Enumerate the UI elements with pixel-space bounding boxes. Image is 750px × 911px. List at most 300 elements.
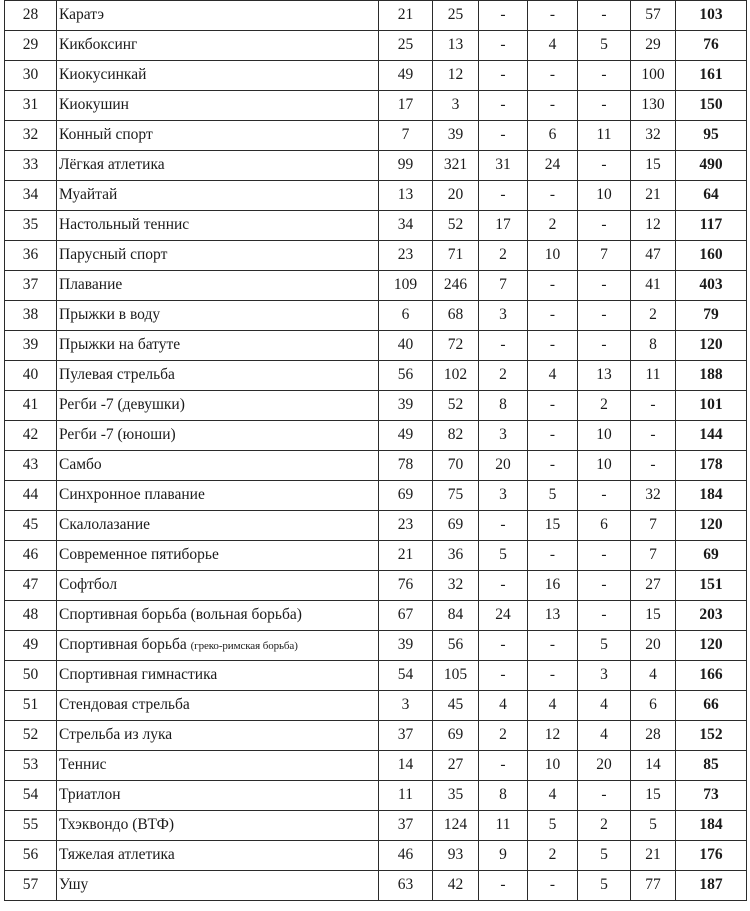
value-cell-v3: -	[479, 751, 528, 781]
table-row	[5, 361, 747, 391]
value-cell-v4: 10	[528, 751, 578, 781]
sport-name-cell	[57, 601, 379, 631]
value-cell-v3: -	[479, 571, 528, 601]
table-row	[5, 451, 747, 481]
value-cell-v3: 3	[479, 421, 528, 451]
value-cell-v3: 20	[479, 451, 528, 481]
sport-name-cell	[57, 661, 379, 691]
value-cell-v3: 5	[479, 541, 528, 571]
value-cell-v1: 25	[379, 31, 433, 61]
value-cell-v5: 10	[578, 421, 631, 451]
value-cell-v4: 12	[528, 721, 578, 751]
value-cell-v4: 10	[528, 241, 578, 271]
value-cell-v6: 4	[631, 661, 676, 691]
value-cell-v6: -	[631, 451, 676, 481]
value-cell-v6: 2	[631, 301, 676, 331]
value-cell-v3: -	[479, 61, 528, 91]
value-cell-v1: 39	[379, 631, 433, 661]
value-cell-v1: 6	[379, 301, 433, 331]
value-cell-v1: 17	[379, 91, 433, 121]
table-row	[5, 301, 747, 331]
sport-name-cell	[57, 361, 379, 391]
row-index-cell: 36	[5, 241, 57, 271]
row-index-cell: 40	[5, 361, 57, 391]
sport-name-qualifier: (греко-римская борьба)	[190, 640, 298, 653]
sports-registry-table	[4, 0, 747, 901]
value-cell-v5: -	[578, 331, 631, 361]
row-index-cell: 53	[5, 751, 57, 781]
value-cell-v3: 2	[479, 361, 528, 391]
total-cell: 79	[676, 301, 747, 331]
sport-name-main: Киокушин	[59, 96, 129, 114]
value-cell-v4: 4	[528, 691, 578, 721]
value-cell-v6: 27	[631, 571, 676, 601]
value-cell-v6: 7	[631, 541, 676, 571]
sport-name-main: Спортивная борьба	[59, 636, 187, 654]
total-cell: 161	[676, 61, 747, 91]
value-cell-v1: 56	[379, 361, 433, 391]
value-cell-v1: 69	[379, 481, 433, 511]
value-cell-v2: 45	[433, 691, 479, 721]
value-cell-v5: -	[578, 781, 631, 811]
value-cell-v4: 15	[528, 511, 578, 541]
value-cell-v5: 5	[578, 631, 631, 661]
value-cell-v2: 69	[433, 511, 479, 541]
value-cell-v3: -	[479, 871, 528, 901]
sport-name-main: Современное пятиборье	[59, 546, 219, 564]
table-row	[5, 91, 747, 121]
value-cell-v2: 36	[433, 541, 479, 571]
value-cell-v2: 102	[433, 361, 479, 391]
value-cell-v2: 124	[433, 811, 479, 841]
total-cell: 160	[676, 241, 747, 271]
value-cell-v5: -	[578, 271, 631, 301]
value-cell-v2: 39	[433, 121, 479, 151]
value-cell-v6: 11	[631, 361, 676, 391]
table-row	[5, 481, 747, 511]
value-cell-v4: 13	[528, 601, 578, 631]
sport-name-main: Парусный спорт	[59, 246, 168, 264]
value-cell-v2: 321	[433, 151, 479, 181]
value-cell-v3: -	[479, 661, 528, 691]
value-cell-v4: -	[528, 61, 578, 91]
sport-name-main: Регби -7 (юноши)	[59, 426, 176, 444]
value-cell-v2: 13	[433, 31, 479, 61]
total-cell: 490	[676, 151, 747, 181]
sport-name-cell	[57, 871, 379, 901]
value-cell-v6: 6	[631, 691, 676, 721]
value-cell-v2: 32	[433, 571, 479, 601]
value-cell-v4: -	[528, 271, 578, 301]
total-cell: 95	[676, 121, 747, 151]
sport-name-main: Лёгкая атлетика	[59, 156, 165, 174]
sport-name-cell	[57, 151, 379, 181]
sport-name-main: Спортивная борьба (вольная борьба)	[59, 606, 302, 624]
sport-name-cell	[57, 841, 379, 871]
row-index-cell: 38	[5, 301, 57, 331]
sport-name-main: Регби -7 (девушки)	[59, 396, 185, 414]
total-cell: 187	[676, 871, 747, 901]
value-cell-v2: 68	[433, 301, 479, 331]
table-row	[5, 571, 747, 601]
value-cell-v4: 24	[528, 151, 578, 181]
value-cell-v6: -	[631, 391, 676, 421]
value-cell-v1: 23	[379, 241, 433, 271]
sport-name-main: Синхронное плавание	[59, 486, 205, 504]
sport-name-cell	[57, 31, 379, 61]
value-cell-v1: 46	[379, 841, 433, 871]
table-row	[5, 871, 747, 901]
value-cell-v4: 16	[528, 571, 578, 601]
row-index-cell: 51	[5, 691, 57, 721]
row-index-cell: 31	[5, 91, 57, 121]
value-cell-v3: 2	[479, 241, 528, 271]
value-cell-v1: 109	[379, 271, 433, 301]
row-index-cell: 42	[5, 421, 57, 451]
value-cell-v1: 3	[379, 691, 433, 721]
total-cell: 101	[676, 391, 747, 421]
sport-name-main: Теннис	[59, 756, 107, 774]
row-index-cell: 57	[5, 871, 57, 901]
value-cell-v3: 31	[479, 151, 528, 181]
value-cell-v1: 49	[379, 421, 433, 451]
sport-name-cell	[57, 211, 379, 241]
table-row	[5, 691, 747, 721]
total-cell: 120	[676, 331, 747, 361]
value-cell-v1: 23	[379, 511, 433, 541]
value-cell-v3: 3	[479, 301, 528, 331]
total-cell: 85	[676, 751, 747, 781]
value-cell-v5: 11	[578, 121, 631, 151]
total-cell: 120	[676, 631, 747, 661]
row-index-cell: 35	[5, 211, 57, 241]
value-cell-v1: 40	[379, 331, 433, 361]
sport-name-main: Муайтай	[59, 186, 118, 204]
table-row	[5, 781, 747, 811]
value-cell-v4: -	[528, 181, 578, 211]
value-cell-v5: 13	[578, 361, 631, 391]
row-index-cell: 30	[5, 61, 57, 91]
row-index-cell: 46	[5, 541, 57, 571]
value-cell-v5: -	[578, 541, 631, 571]
table-row	[5, 31, 747, 61]
value-cell-v3: -	[479, 91, 528, 121]
value-cell-v4: -	[528, 91, 578, 121]
value-cell-v5: -	[578, 151, 631, 181]
total-cell: 403	[676, 271, 747, 301]
table-body	[5, 1, 747, 901]
value-cell-v3: 8	[479, 391, 528, 421]
value-cell-v1: 67	[379, 601, 433, 631]
value-cell-v1: 34	[379, 211, 433, 241]
total-cell: 176	[676, 841, 747, 871]
sport-name-cell	[57, 451, 379, 481]
table-row	[5, 271, 747, 301]
value-cell-v3: -	[479, 121, 528, 151]
value-cell-v3: 9	[479, 841, 528, 871]
value-cell-v2: 12	[433, 61, 479, 91]
total-cell: 73	[676, 781, 747, 811]
sport-name-main: Пулевая стрельба	[59, 366, 175, 384]
value-cell-v2: 84	[433, 601, 479, 631]
total-cell: 178	[676, 451, 747, 481]
value-cell-v2: 105	[433, 661, 479, 691]
value-cell-v5: -	[578, 571, 631, 601]
total-cell: 184	[676, 811, 747, 841]
sport-name-main: Тяжелая атлетика	[59, 846, 175, 864]
value-cell-v2: 70	[433, 451, 479, 481]
value-cell-v1: 99	[379, 151, 433, 181]
row-index-cell: 29	[5, 31, 57, 61]
sport-name-main: Стрельба из лука	[59, 726, 173, 744]
value-cell-v2: 25	[433, 1, 479, 31]
value-cell-v3: -	[479, 331, 528, 361]
row-index-cell: 39	[5, 331, 57, 361]
value-cell-v6: 77	[631, 871, 676, 901]
value-cell-v1: 78	[379, 451, 433, 481]
sport-name-cell	[57, 751, 379, 781]
sport-name-main: Прыжки в воду	[59, 306, 161, 324]
total-cell: 184	[676, 481, 747, 511]
value-cell-v2: 82	[433, 421, 479, 451]
row-index-cell: 56	[5, 841, 57, 871]
value-cell-v6: 28	[631, 721, 676, 751]
table-row	[5, 511, 747, 541]
value-cell-v6: 47	[631, 241, 676, 271]
sport-name-main: Кикбоксинг	[59, 36, 138, 54]
table-row	[5, 1, 747, 31]
total-cell: 188	[676, 361, 747, 391]
value-cell-v1: 49	[379, 61, 433, 91]
table-row	[5, 811, 747, 841]
total-cell: 103	[676, 1, 747, 31]
sport-name-cell	[57, 811, 379, 841]
sport-name-cell	[57, 721, 379, 751]
sport-name-cell	[57, 1, 379, 31]
value-cell-v5: 7	[578, 241, 631, 271]
total-cell: 203	[676, 601, 747, 631]
row-index-cell: 47	[5, 571, 57, 601]
row-index-cell: 41	[5, 391, 57, 421]
value-cell-v5: 5	[578, 871, 631, 901]
table-row	[5, 601, 747, 631]
table-row	[5, 121, 747, 151]
value-cell-v4: -	[528, 331, 578, 361]
value-cell-v1: 21	[379, 541, 433, 571]
value-cell-v1: 39	[379, 391, 433, 421]
value-cell-v4: 2	[528, 841, 578, 871]
value-cell-v2: 56	[433, 631, 479, 661]
row-index-cell: 55	[5, 811, 57, 841]
value-cell-v5: -	[578, 211, 631, 241]
table-row	[5, 541, 747, 571]
value-cell-v3: -	[479, 511, 528, 541]
sport-name-main: Плавание	[59, 276, 123, 294]
sport-name-cell	[57, 241, 379, 271]
value-cell-v4: 4	[528, 781, 578, 811]
value-cell-v4: -	[528, 631, 578, 661]
total-cell: 69	[676, 541, 747, 571]
value-cell-v6: 8	[631, 331, 676, 361]
table-row	[5, 841, 747, 871]
value-cell-v2: 93	[433, 841, 479, 871]
value-cell-v2: 52	[433, 211, 479, 241]
value-cell-v6: 100	[631, 61, 676, 91]
row-index-cell: 50	[5, 661, 57, 691]
value-cell-v4: -	[528, 871, 578, 901]
value-cell-v5: 6	[578, 511, 631, 541]
sport-name-main: Триатлон	[59, 786, 121, 804]
value-cell-v6: 7	[631, 511, 676, 541]
value-cell-v1: 63	[379, 871, 433, 901]
value-cell-v6: 15	[631, 601, 676, 631]
row-index-cell: 48	[5, 601, 57, 631]
sport-name-main: Софтбол	[59, 576, 118, 594]
sport-name-cell	[57, 421, 379, 451]
sport-name-main: Ушу	[59, 876, 89, 894]
value-cell-v3: 8	[479, 781, 528, 811]
value-cell-v6: 21	[631, 841, 676, 871]
sport-name-main: Скалолазание	[59, 516, 151, 534]
value-cell-v1: 11	[379, 781, 433, 811]
total-cell: 66	[676, 691, 747, 721]
sport-name-cell	[57, 91, 379, 121]
value-cell-v3: 24	[479, 601, 528, 631]
sport-name-main: Каратэ	[59, 6, 105, 24]
sport-name-cell	[57, 541, 379, 571]
value-cell-v6: 32	[631, 481, 676, 511]
value-cell-v3: 11	[479, 811, 528, 841]
sport-name-main: Самбо	[59, 456, 102, 474]
value-cell-v4: 4	[528, 361, 578, 391]
value-cell-v5: 5	[578, 31, 631, 61]
row-index-cell: 49	[5, 631, 57, 661]
value-cell-v4: -	[528, 541, 578, 571]
total-cell: 76	[676, 31, 747, 61]
sport-name-cell	[57, 511, 379, 541]
value-cell-v3: 2	[479, 721, 528, 751]
row-index-cell: 33	[5, 151, 57, 181]
table-row	[5, 421, 747, 451]
value-cell-v3: 17	[479, 211, 528, 241]
value-cell-v4: 4	[528, 31, 578, 61]
sport-name-cell	[57, 271, 379, 301]
value-cell-v5: -	[578, 481, 631, 511]
total-cell: 117	[676, 211, 747, 241]
sport-name-cell	[57, 61, 379, 91]
sport-name-cell	[57, 571, 379, 601]
value-cell-v2: 35	[433, 781, 479, 811]
value-cell-v4: -	[528, 451, 578, 481]
value-cell-v3: -	[479, 631, 528, 661]
value-cell-v3: 3	[479, 481, 528, 511]
value-cell-v6: 21	[631, 181, 676, 211]
value-cell-v4: -	[528, 301, 578, 331]
sport-name-main: Тхэквондо (ВТФ)	[59, 816, 175, 834]
sport-name-cell	[57, 481, 379, 511]
value-cell-v6: 20	[631, 631, 676, 661]
row-index-cell: 54	[5, 781, 57, 811]
table-row	[5, 631, 747, 661]
table-row	[5, 331, 747, 361]
total-cell: 150	[676, 91, 747, 121]
value-cell-v1: 21	[379, 1, 433, 31]
sport-name-cell	[57, 121, 379, 151]
value-cell-v3: -	[479, 1, 528, 31]
row-index-cell: 28	[5, 1, 57, 31]
sport-name-main: Прыжки на батуте	[59, 336, 181, 354]
value-cell-v4: -	[528, 421, 578, 451]
value-cell-v6: 32	[631, 121, 676, 151]
table-row	[5, 721, 747, 751]
sport-name-cell	[57, 391, 379, 421]
value-cell-v5: 5	[578, 841, 631, 871]
sport-name-cell	[57, 181, 379, 211]
value-cell-v6: 15	[631, 151, 676, 181]
sport-name-main: Киокусинкай	[59, 66, 147, 84]
value-cell-v6: 29	[631, 31, 676, 61]
total-cell: 120	[676, 511, 747, 541]
value-cell-v3: -	[479, 181, 528, 211]
value-cell-v5: 2	[578, 811, 631, 841]
value-cell-v4: -	[528, 1, 578, 31]
row-index-cell: 52	[5, 721, 57, 751]
value-cell-v2: 20	[433, 181, 479, 211]
value-cell-v1: 7	[379, 121, 433, 151]
sport-name-cell	[57, 301, 379, 331]
value-cell-v5: 4	[578, 721, 631, 751]
value-cell-v5: 3	[578, 661, 631, 691]
value-cell-v1: 37	[379, 811, 433, 841]
value-cell-v5: -	[578, 91, 631, 121]
total-cell: 166	[676, 661, 747, 691]
row-index-cell: 34	[5, 181, 57, 211]
value-cell-v3: -	[479, 31, 528, 61]
value-cell-v5: -	[578, 301, 631, 331]
value-cell-v6: 41	[631, 271, 676, 301]
total-cell: 64	[676, 181, 747, 211]
value-cell-v3: 4	[479, 691, 528, 721]
value-cell-v1: 76	[379, 571, 433, 601]
value-cell-v2: 3	[433, 91, 479, 121]
value-cell-v2: 27	[433, 751, 479, 781]
value-cell-v1: 54	[379, 661, 433, 691]
table-row	[5, 211, 747, 241]
value-cell-v4: 2	[528, 211, 578, 241]
value-cell-v5: 4	[578, 691, 631, 721]
value-cell-v5: -	[578, 1, 631, 31]
table-row	[5, 181, 747, 211]
value-cell-v2: 42	[433, 871, 479, 901]
sport-name-cell	[57, 631, 379, 661]
value-cell-v1: 14	[379, 751, 433, 781]
sport-name-cell	[57, 331, 379, 361]
sport-name-main: Стендовая стрельба	[59, 696, 190, 714]
value-cell-v5: -	[578, 61, 631, 91]
value-cell-v6: 12	[631, 211, 676, 241]
row-index-cell: 37	[5, 271, 57, 301]
total-cell: 152	[676, 721, 747, 751]
sport-name-main: Спортивная гимнастика	[59, 666, 218, 684]
table-row	[5, 61, 747, 91]
value-cell-v2: 75	[433, 481, 479, 511]
value-cell-v6: 5	[631, 811, 676, 841]
value-cell-v5: 10	[578, 181, 631, 211]
table-row	[5, 661, 747, 691]
row-index-cell: 32	[5, 121, 57, 151]
row-index-cell: 43	[5, 451, 57, 481]
value-cell-v4: -	[528, 391, 578, 421]
